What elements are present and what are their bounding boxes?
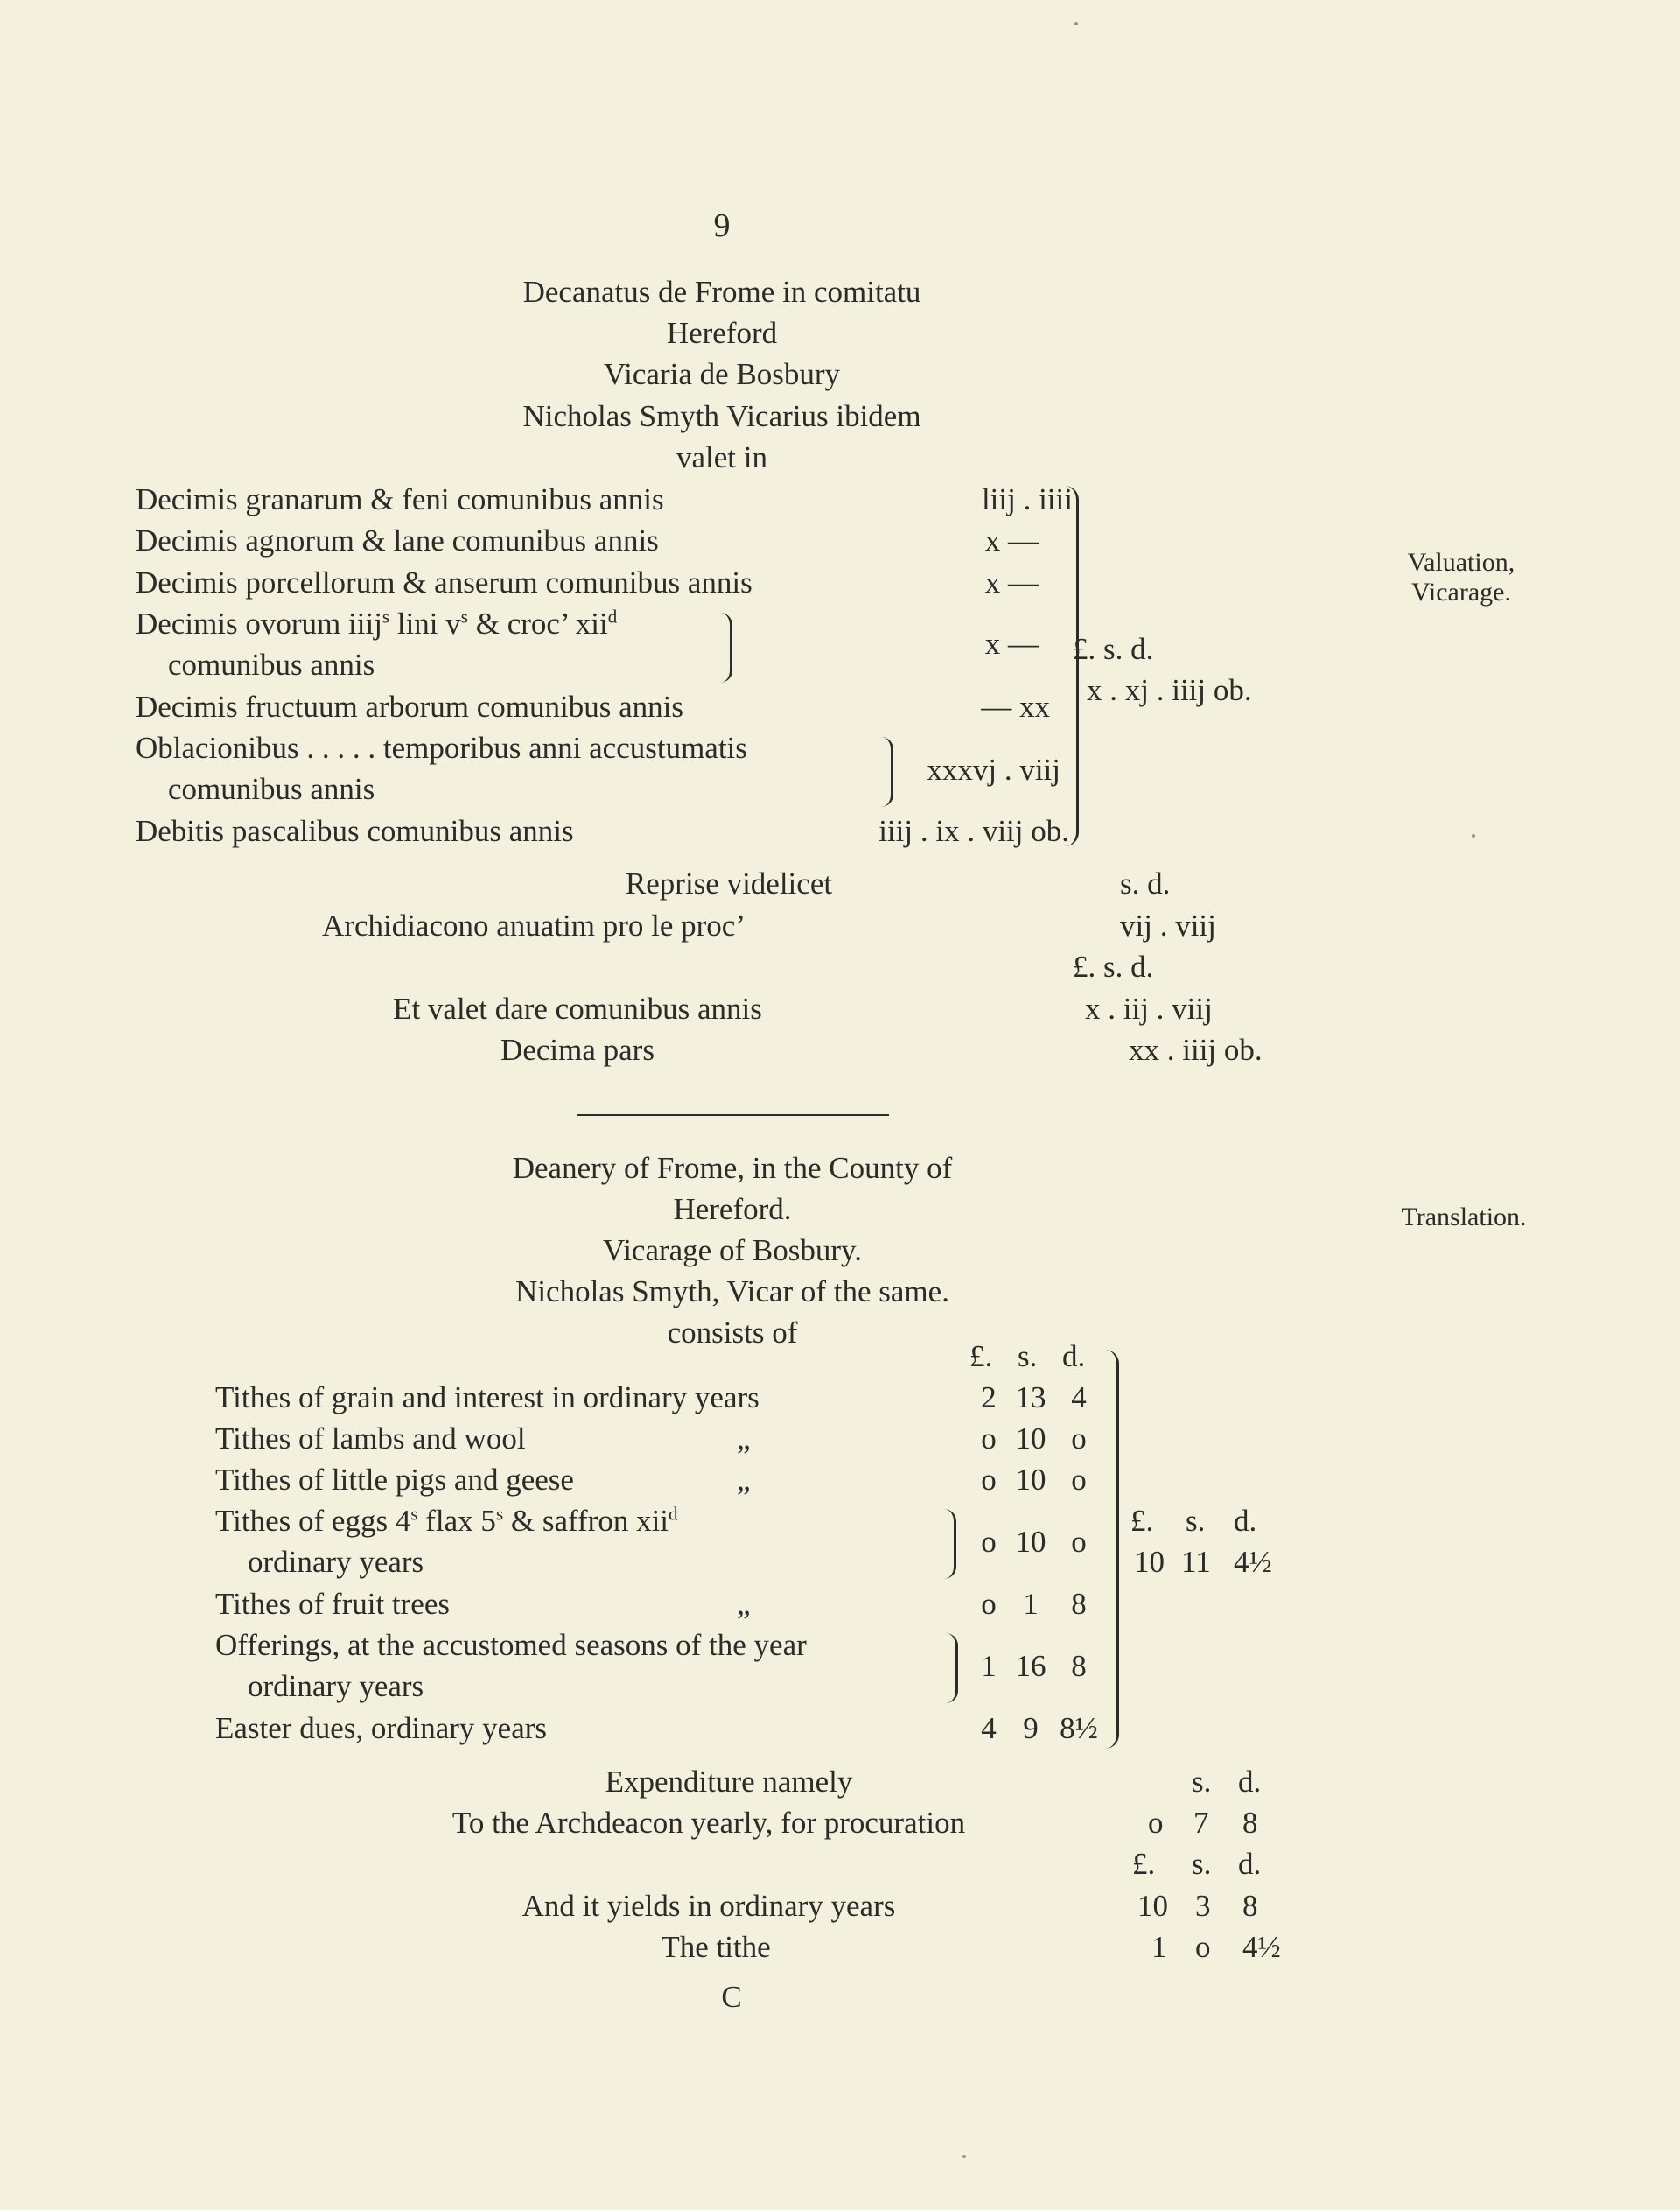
english-row-label: Tithes of eggs 4$^s$ flax 5$^s$ & saffron xii$^d$ bbox=[215, 1503, 678, 1538]
latin-heading-line-4: Nicholas Smyth Vicarius ibidem bbox=[522, 399, 921, 433]
english-heading-line-5: consists of bbox=[667, 1315, 798, 1350]
latin-total-value: x . xj . iiij ob. bbox=[1087, 673, 1252, 707]
english-row-label-continued: ordinary years bbox=[248, 1669, 424, 1703]
brace bbox=[943, 1509, 956, 1579]
latin-row-label-continued: comunibus annis bbox=[168, 772, 375, 806]
english-heading-line-1: Deanery of Frome, in the County of bbox=[512, 1151, 953, 1185]
english-row-pounds: 4 bbox=[981, 1711, 997, 1745]
english-row-pence: 4 bbox=[1071, 1380, 1087, 1414]
latin-tenth-value: xx . iiij ob. bbox=[1129, 1033, 1263, 1067]
tithe-pence: 4½ bbox=[1242, 1930, 1281, 1964]
tithe-label: The tithe bbox=[661, 1930, 771, 1964]
latin-reprise-label: Reprise videlicet bbox=[625, 866, 833, 901]
latin-row-value: liij . iiii bbox=[981, 482, 1073, 516]
english-row-pence: o bbox=[1071, 1525, 1087, 1559]
expenditure-header-pence: d. bbox=[1238, 1764, 1262, 1799]
latin-row-label: Decimis agnorum & lane comunibus annis bbox=[136, 523, 659, 558]
latin-net-header: £. s. d. bbox=[1073, 950, 1154, 984]
latin-heading-line-2: Hereford bbox=[666, 316, 778, 350]
english-row-shillings: 9 bbox=[1023, 1711, 1039, 1745]
english-row-label: Tithes of grain and interest in ordinary years bbox=[215, 1380, 760, 1414]
latin-row-label-continued: comunibus annis bbox=[168, 648, 375, 682]
net-label: And it yields in ordinary years bbox=[522, 1889, 896, 1923]
english-row-shillings: 10 bbox=[1015, 1525, 1046, 1559]
latin-row-value: xxxvj . viij bbox=[927, 753, 1060, 787]
col-header-pounds: £. bbox=[970, 1339, 993, 1373]
latin-row-label: Decimis granarum & feni comunibus annis bbox=[136, 482, 664, 516]
tithe-pounds: 1 bbox=[1152, 1930, 1167, 1964]
section-divider bbox=[578, 1114, 889, 1116]
archdeacon-pounds: o bbox=[1148, 1806, 1164, 1840]
latin-row-label: Decimis ovorum iiij$^s$ lini $v^s$ & croc’ xii$^d$ bbox=[136, 606, 618, 641]
english-row-pounds: o bbox=[981, 1525, 997, 1559]
english-row-pence: 8½ bbox=[1060, 1711, 1098, 1745]
net-pounds: 10 bbox=[1138, 1889, 1168, 1923]
expenditure-header-shillings: s. bbox=[1192, 1764, 1212, 1799]
english-heading-line-4: Nicholas Smyth, Vicar of the same. bbox=[515, 1274, 949, 1308]
brace bbox=[880, 737, 893, 807]
english-heading-line-2: Hereford. bbox=[673, 1192, 792, 1226]
total-header-shillings: s. bbox=[1186, 1504, 1206, 1538]
net-header-pence: d. bbox=[1238, 1847, 1262, 1881]
english-row-pounds: o bbox=[981, 1587, 997, 1621]
english-row-shillings: 13 bbox=[1015, 1380, 1046, 1414]
english-row-pounds: 2 bbox=[981, 1380, 997, 1414]
latin-row-value: iiij . ix . viij ob. bbox=[878, 814, 1069, 848]
net-shillings: 3 bbox=[1195, 1889, 1211, 1923]
latin-row-value: x — bbox=[984, 565, 1039, 600]
expenditure-label: Expenditure namely bbox=[605, 1764, 853, 1799]
latin-row-value: x — bbox=[984, 523, 1039, 558]
english-row-shillings: 10 bbox=[1015, 1463, 1046, 1497]
english-heading-line-3: Vicarage of Bosbury. bbox=[603, 1233, 862, 1267]
latin-archdeacon-value: vij . viij bbox=[1120, 909, 1216, 943]
english-row-shillings: 10 bbox=[1015, 1421, 1046, 1456]
paper-speck bbox=[1472, 834, 1475, 838]
paper-speck bbox=[962, 2155, 966, 2158]
signature-mark: C bbox=[721, 1980, 742, 2014]
latin-heading-line-5: valet in bbox=[676, 440, 767, 474]
total-shillings: 11 bbox=[1181, 1545, 1211, 1579]
latin-row-label: Decimis fructuum arborum comunibus annis bbox=[136, 690, 683, 724]
english-row-pounds: o bbox=[981, 1421, 997, 1456]
english-row-pounds: o bbox=[981, 1463, 997, 1497]
page-number: 9 bbox=[713, 207, 731, 244]
archdeacon-shillings: 7 bbox=[1194, 1806, 1209, 1840]
latin-heading-line-3: Vicaria de Bosbury bbox=[603, 357, 841, 391]
archdeacon-label: To the Archdeacon yearly, for procuration bbox=[452, 1806, 966, 1840]
english-row-label: Tithes of lambs and wool bbox=[215, 1421, 526, 1456]
latin-row-value: x — bbox=[984, 627, 1039, 661]
english-row-pence: 8 bbox=[1071, 1587, 1087, 1621]
net-header-pounds: £. bbox=[1132, 1847, 1156, 1881]
brace bbox=[945, 1633, 958, 1703]
latin-total-header: £. s. d. bbox=[1073, 632, 1154, 666]
latin-net-value: x . iij . viij bbox=[1085, 992, 1213, 1026]
total-pence: 4½ bbox=[1234, 1545, 1272, 1579]
col-header-shillings: s. bbox=[1018, 1339, 1038, 1373]
english-row-label: Tithes of fruit trees bbox=[215, 1587, 450, 1621]
ditto-mark: „ bbox=[737, 1421, 751, 1456]
brace bbox=[719, 613, 732, 683]
latin-net-label: Et valet dare comunibus annis bbox=[393, 992, 762, 1026]
english-row-pence: o bbox=[1071, 1463, 1087, 1497]
english-row-pence: 8 bbox=[1071, 1649, 1087, 1683]
latin-row-label: Decimis porcellorum & anserum comunibus annis bbox=[136, 565, 752, 600]
english-row-pence: o bbox=[1071, 1421, 1087, 1456]
latin-heading-line-1: Decanatus de Frome in comitatu bbox=[522, 275, 921, 309]
tithe-shillings: o bbox=[1195, 1930, 1211, 1964]
english-row-label-continued: ordinary years bbox=[248, 1545, 424, 1579]
english-row-shillings: 16 bbox=[1015, 1649, 1046, 1683]
ditto-mark: „ bbox=[737, 1587, 751, 1621]
latin-reprise-header: s. d. bbox=[1120, 866, 1171, 901]
english-row-label: Tithes of little pigs and geese bbox=[215, 1463, 574, 1497]
net-header-shillings: s. bbox=[1192, 1847, 1212, 1881]
total-pounds: 10 bbox=[1134, 1545, 1165, 1579]
latin-row-value: — xx bbox=[981, 690, 1050, 724]
margin-note-translation: Translation. bbox=[1401, 1203, 1527, 1231]
latin-row-label: Debitis pascalibus comunibus annis bbox=[136, 814, 574, 848]
col-header-pence: d. bbox=[1062, 1339, 1086, 1373]
english-row-shillings: 1 bbox=[1023, 1587, 1039, 1621]
total-brace bbox=[1104, 1350, 1119, 1749]
paper-speck bbox=[1074, 22, 1078, 25]
ditto-mark: „ bbox=[737, 1463, 751, 1497]
latin-archdeacon-label: Archidiacono anuatim pro le proc’ bbox=[322, 909, 746, 943]
total-header-pence: d. bbox=[1234, 1504, 1257, 1538]
latin-tenth-label: Decima pars bbox=[500, 1033, 654, 1067]
total-header-pounds: £. bbox=[1130, 1504, 1154, 1538]
latin-row-label: Oblacionibus . . . . . temporibus anni accustumatis bbox=[136, 731, 747, 765]
margin-note-valuation: Valuation, Vicarage. bbox=[1407, 548, 1516, 607]
english-row-label: Easter dues, ordinary years bbox=[215, 1711, 548, 1745]
net-pence: 8 bbox=[1242, 1889, 1258, 1923]
english-row-pounds: 1 bbox=[981, 1649, 997, 1683]
english-row-label: Offerings, at the accustomed seasons of the year bbox=[215, 1628, 807, 1662]
archdeacon-pence: 8 bbox=[1242, 1806, 1258, 1840]
